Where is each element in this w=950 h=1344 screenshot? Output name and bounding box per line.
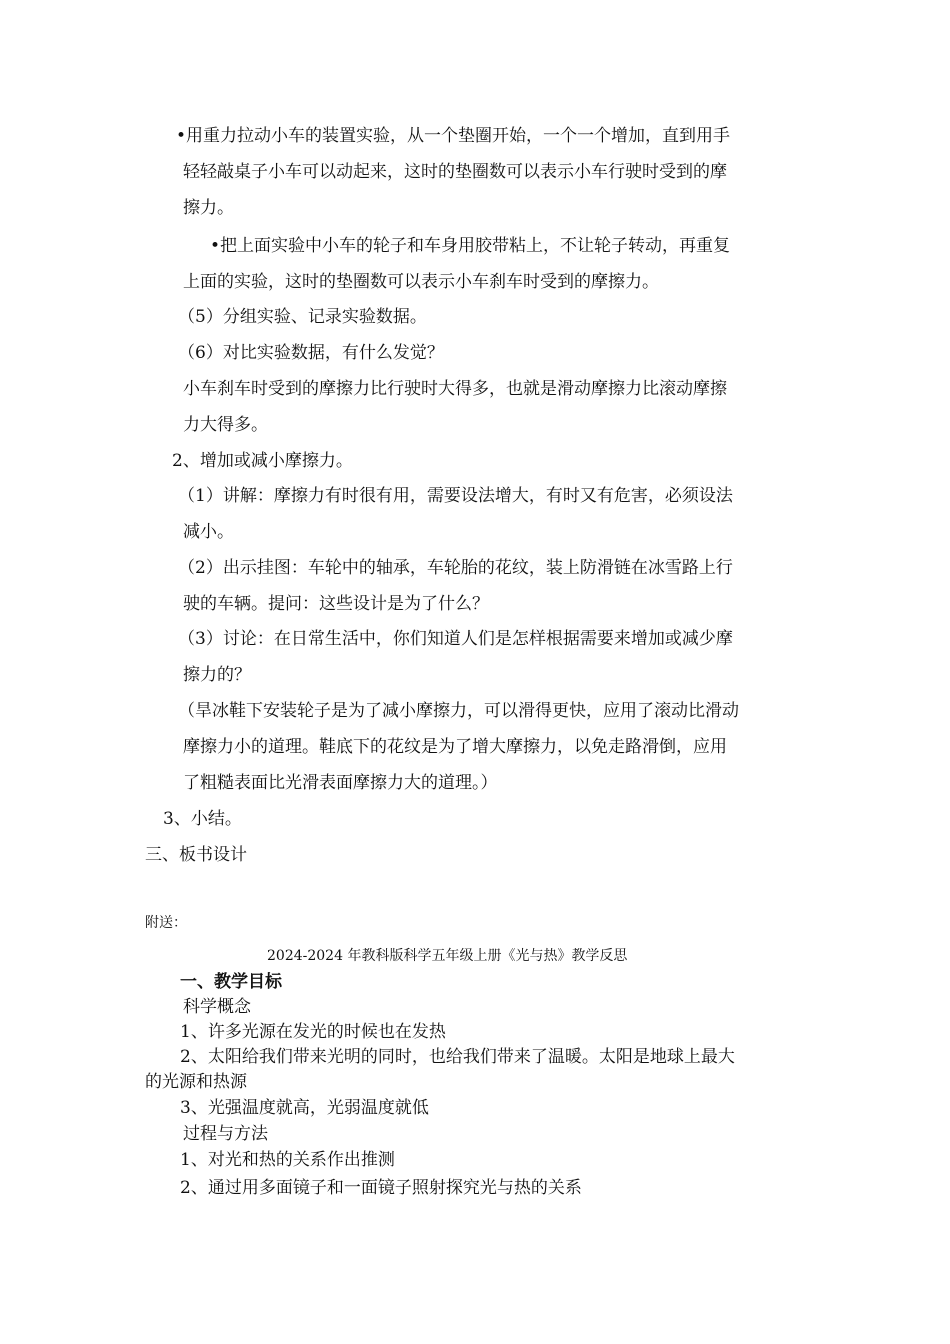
paragraph-line: 摩擦力小的道理。鞋底下的花纹是为了增大摩擦力，以免走路滑倒，应用 bbox=[183, 737, 727, 757]
paragraph-line: 轻轻敲桌子小车可以动起来，这时的垫圈数可以表示小车行驶时受到的摩 bbox=[183, 162, 727, 182]
subheading: 过程与方法 bbox=[183, 1124, 268, 1144]
appendix-heading: 一、教学目标 bbox=[180, 972, 282, 992]
paragraph-line: 擦力的？ bbox=[183, 665, 251, 685]
list-item: 3、光强温度就高，光弱温度就低 bbox=[180, 1098, 429, 1118]
list-item: 3、小结。 bbox=[163, 809, 242, 829]
subheading: 科学概念 bbox=[183, 997, 251, 1017]
step-line: （3）讨论：在日常生活中，你们知道人们是怎样根据需要来增加或减少摩 bbox=[178, 629, 733, 649]
paragraph-line: 的光源和热源 bbox=[145, 1072, 247, 1092]
section-heading: 三、板书设计 bbox=[145, 845, 247, 865]
list-item: 1、许多光源在发光的时候也在发热 bbox=[180, 1022, 446, 1042]
step-line: （2）出示挂图：车轮中的轴承，车轮胎的花纹，装上防滑链在冰雪路上行 bbox=[178, 558, 733, 578]
paragraph-line: 力大得多。 bbox=[183, 415, 268, 435]
list-item: 2、通过用多面镜子和一面镜子照射探究光与热的关系 bbox=[180, 1178, 582, 1198]
paragraph-line: 擦力。 bbox=[183, 198, 234, 218]
paragraph-line: 上面的实验，这时的垫圈数可以表示小车刹车时受到的摩擦力。 bbox=[183, 272, 659, 292]
paragraph-line: 了粗糙表面比光滑表面摩擦力大的道理。） bbox=[183, 773, 498, 793]
list-item: 2、增加或减小摩擦力。 bbox=[172, 451, 353, 471]
step-line: （6）对比实验数据，有什么发觉？ bbox=[178, 343, 444, 363]
list-item: 2、太阳给我们带来光明的同时，也给我们带来了温暖。太阳是地球上最大 bbox=[180, 1047, 735, 1067]
paragraph-line: 减小。 bbox=[183, 522, 234, 542]
paragraph-line: 小车刹车时受到的摩擦力比行驶时大得多，也就是滑动摩擦力比滚动摩擦 bbox=[183, 379, 727, 399]
appendix-title: 2024-2024 年教科版科学五年级上册《光与热》教学反思 bbox=[267, 948, 628, 964]
paragraph-line: 驶的车辆。提问：这些设计是为了什么？ bbox=[183, 594, 489, 614]
step-line: （5）分组实验、记录实验数据。 bbox=[178, 307, 427, 327]
appendix-label: 附送： bbox=[145, 915, 187, 931]
paragraph-line: （旱冰鞋下安装轮子是为了减小摩擦力，可以滑得更快，应用了滚动比滑动 bbox=[178, 701, 739, 721]
list-item: 1、对光和热的关系作出推测 bbox=[180, 1150, 395, 1170]
step-line: （1）讲解：摩擦力有时很有用，需要设法增大，有时又有危害，必须设法 bbox=[178, 486, 733, 506]
bullet-paragraph-line: •用重力拉动小车的装置实验，从一个垫圈开始，一个一个增加，直到用手 bbox=[176, 126, 731, 146]
bullet-paragraph-line: •把上面实验中小车的轮子和车身用胶带粘上，不让轮子转动，再重复 bbox=[210, 236, 731, 256]
